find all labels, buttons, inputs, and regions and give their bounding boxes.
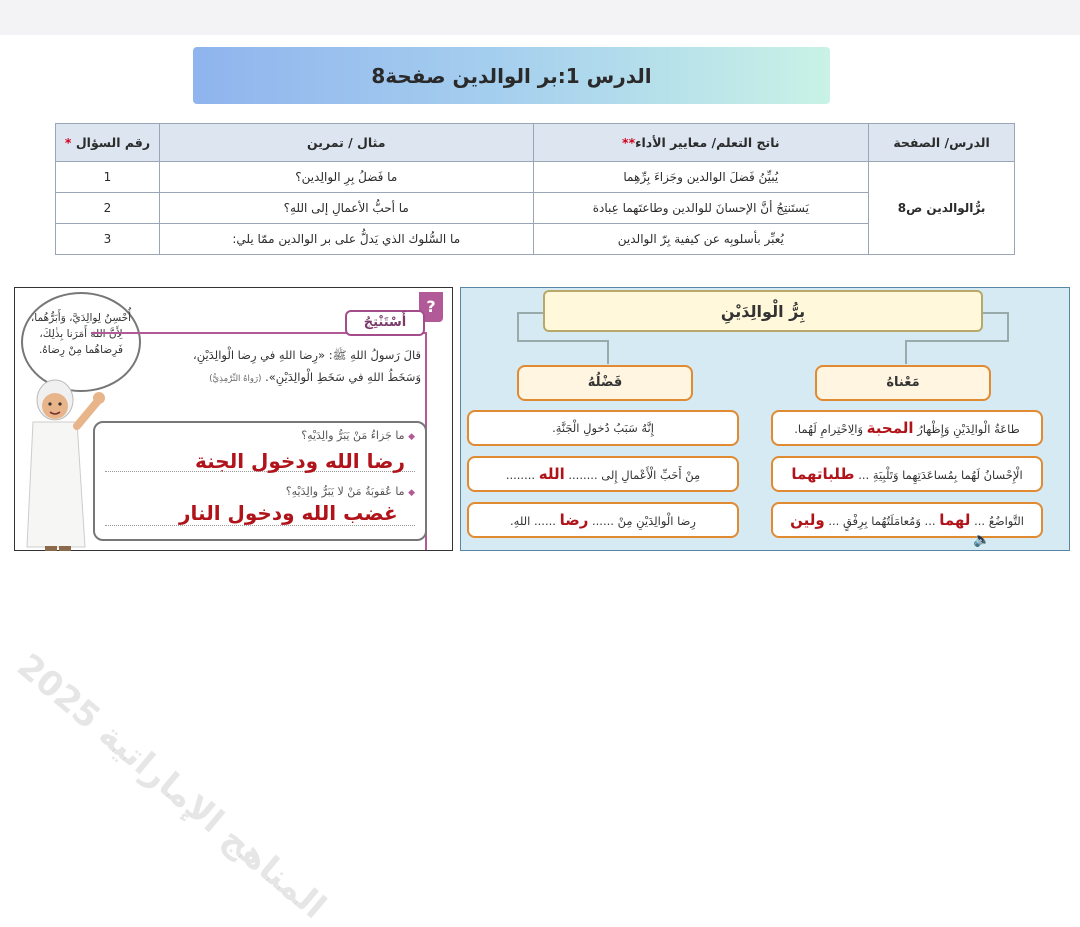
table-header-row: [56, 124, 1015, 162]
outcome-cell: يَستَنتِجُ أنَّ الإحسانَ للوالدين وطاعتَهما عِبادة: [533, 193, 869, 224]
answer-line: [105, 525, 415, 526]
mana-item-3: التَّواضُعُ ... لهما ... وَمُعامَلَتُهُما بِرِفْقٍ ... ولين: [771, 502, 1043, 538]
fadl-answer-3[interactable]: رضا: [559, 511, 589, 529]
fadl-item-1: إِنَّهُ سَبَبُ دُخولِ الْجَنَّةِ.: [467, 410, 739, 446]
connector-line: [905, 340, 1009, 342]
conclusion-panel: [9, 287, 453, 927]
header-outcome: ناتج التعلم/ معايير الأداء**: [533, 124, 869, 162]
fadl-answer-2[interactable]: الله: [538, 465, 565, 483]
bubble-line: أُحْسِنُ لِوالِدَيَّ، وَأَبَرُّهُما،: [30, 312, 132, 324]
mana-answer-1[interactable]: المحبة: [866, 419, 914, 437]
lesson-table: [55, 123, 1015, 255]
fadl-item-3: رِضا الْوالِدَيْنِ مِنْ ...... رضا ...... اللهِ.: [467, 502, 739, 538]
connector-line: [607, 340, 609, 364]
fadl-item-2: مِنْ أَحَبِّ الْأَعْمالِ إِلى ........ الله ........: [467, 456, 739, 492]
lesson-title: الدرس 1:بر الوالدين صفحة8: [371, 63, 652, 88]
outcome-cell: يُبيِّنُ فَضلَ الوالدين وجَزاءَ بِرِّهِما: [533, 162, 869, 193]
mana-answer-3b[interactable]: ولين: [790, 511, 825, 529]
connector-line: [517, 340, 609, 342]
top-bar: [0, 0, 1080, 35]
questions-box: [93, 421, 427, 541]
hadith-source: (رَواهُ التِّرْمِذِيُّ): [209, 374, 262, 384]
hadith-text: [185, 344, 421, 390]
speaker-icon[interactable]: 🔈: [973, 532, 991, 548]
example-cell: ما أحبُّ الأعمالِ إلى اللهِ؟: [159, 193, 533, 224]
answer-2[interactable]: غضب الله ودخول النار: [179, 501, 398, 525]
connector-line: [983, 312, 1009, 314]
mana-answer-3a[interactable]: لهما: [939, 511, 971, 529]
lesson-title-banner: [193, 47, 830, 104]
table-cutoff: [55, 258, 1015, 264]
diamond-icon: ◆: [408, 488, 415, 498]
example-cell: ما السُّلوك الذي يَدلُّ على بر الوالدين ممّا يلي:: [159, 224, 533, 255]
mana-heading: مَعْناهُ: [815, 365, 991, 401]
hadith-line: قالَ رَسولُ اللهِ ﷺ: «رِضا اللهِ في رِضا الْوالِدَيْنِ،: [192, 348, 421, 362]
connector-line: [517, 312, 519, 342]
mana-item-1: طاعَةُ الْوالِدَيْنِ وَإِظْهارُ المحبة وَالِاحْتِرامِ لَهُما.: [771, 410, 1043, 446]
mana-answer-2[interactable]: طلباتهما: [791, 465, 855, 483]
mind-map-panel: [460, 287, 1070, 551]
connector-line: [905, 340, 907, 364]
question-2: ◆ ما عُقوبَةُ مَنْ لا يَبَرُّ والِدَيْهِ؟: [285, 485, 415, 498]
outcome-cell: يُعبِّر بأسلوبِه عن كيفية بِرّ الوالدين: [533, 224, 869, 255]
diamond-icon: ◆: [408, 432, 415, 442]
answer-1[interactable]: رضا الله ودخول الجنة: [195, 449, 405, 473]
header-page: الدرس/ الصفحة: [869, 124, 1015, 162]
question-1: ◆ ما جَزاءُ مَنْ يَبَرُّ والِدَيْهِ؟: [301, 429, 415, 442]
fadl-heading: فَضْلُهُ: [517, 365, 693, 401]
number-cell: 2: [56, 193, 160, 224]
mana-item-2: الْإِحْسانُ لَهُما بِمُساعَدَتِهِما وَتَلْبِيَةِ ... طلباتهما: [771, 456, 1043, 492]
header-example: مثال / تمرين: [159, 124, 533, 162]
bubble-line: فَرِضاهُما مِنْ رِضاهُ.: [38, 344, 124, 356]
mind-map-title: بِرُّ الْوالِدَيْنِ: [543, 290, 983, 332]
connector-line: [1007, 312, 1009, 342]
lesson-page-cell: برُّالوالدين ص8: [869, 162, 1015, 255]
number-cell: 1: [56, 162, 160, 193]
table-row: [56, 162, 1015, 193]
example-cell: ما فَضلُ بِرِ الوالِدين؟: [159, 162, 533, 193]
number-cell: 3: [56, 224, 160, 255]
header-number: رقم السؤال *: [56, 124, 160, 162]
connector-line: [517, 312, 543, 314]
bubble-line: لِأَنَّ اللهَ أَمَرَنا بِذٰلِكَ،: [39, 328, 123, 340]
question-mark-icon: ?: [419, 292, 443, 322]
conclude-label: أَسْتَنْتِجُ: [345, 310, 425, 336]
watermark: المناهج الإماراتية 2025: [9, 646, 334, 927]
hadith-line-2: وَسَخَطُ اللهِ في سَخَطِ الْوالِدَيْنِ». (رَواهُ التِّرْمِذِيُّ): [209, 370, 421, 384]
